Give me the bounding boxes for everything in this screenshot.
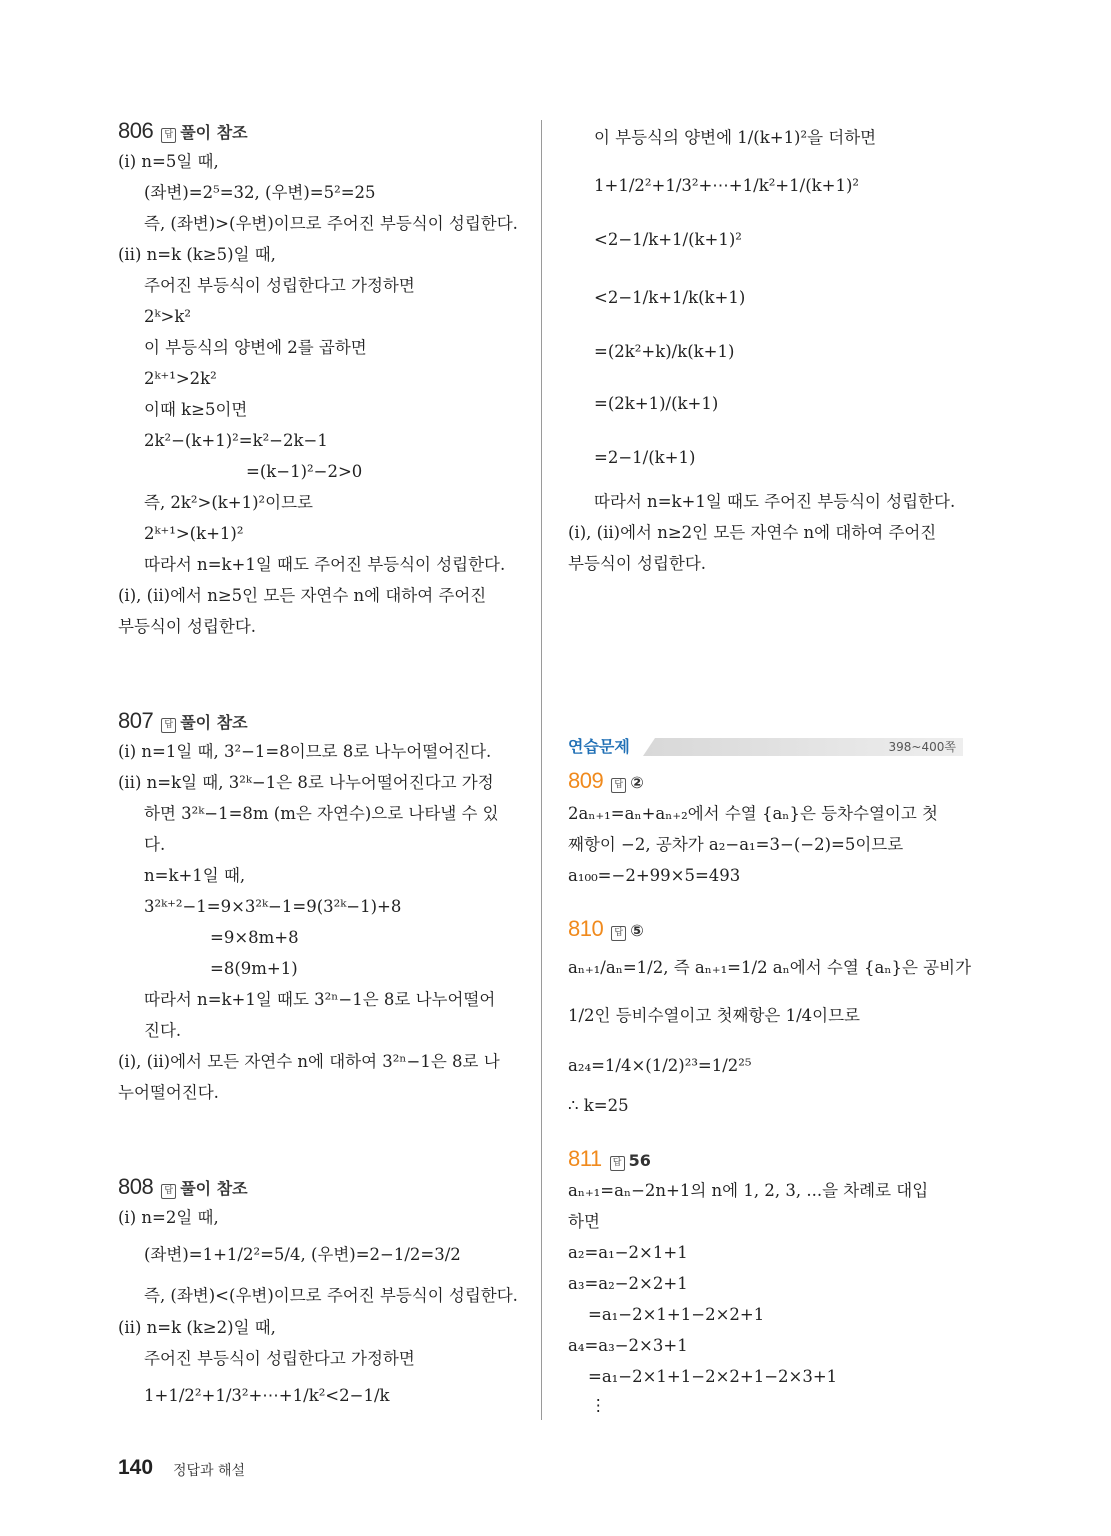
page-number: 140 <box>118 1456 154 1479</box>
solution-line: n=k+1일 때, <box>144 866 246 885</box>
solution-line: (ⅰ) n=1일 때, 3²−1=8이므로 8로 나누어떨어진다. <box>118 742 492 761</box>
solution-line: 2ᵏ⁺¹>2k² <box>144 369 217 388</box>
answer-icon: 답 <box>610 1156 625 1171</box>
solution-line: 누어떨어진다. <box>118 1083 219 1102</box>
answer-text: 56 <box>628 1151 651 1170</box>
problem-806-header <box>118 118 248 144</box>
solution-line: (ⅱ) n=k (k≥2)일 때, <box>118 1318 276 1337</box>
solution-line: (ⅰ) n=2일 때, <box>118 1208 219 1227</box>
solution-line: 따라서 n=k+1일 때도 주어진 부등식이 성립한다. <box>594 492 956 511</box>
solution-line: (ⅱ) n=k (k≥5)일 때, <box>118 245 276 264</box>
practice-label: 연습문제 <box>568 737 630 756</box>
solution-line: =8(9m+1) <box>210 959 298 978</box>
footer-title: 정답과 해설 <box>173 1463 246 1479</box>
solution-line: 이때 k≥5이면 <box>144 400 248 419</box>
solution-line: 부등식이 성립한다. <box>568 554 707 573</box>
problem-810-header <box>568 916 644 942</box>
solution-line: (좌변)=2⁵=32, (우변)=5²=25 <box>144 183 376 202</box>
solution-line: 즉, 2k²>(k+1)²이므로 <box>144 493 313 512</box>
solution-line: ⋮ <box>590 1396 607 1415</box>
solution-line: ∴ k=25 <box>568 1096 629 1115</box>
solution-line: 하면 3²ᵏ−1=8m (m은 자연수)으로 나타낼 수 있 <box>144 804 499 823</box>
answer-text: 풀이 참조 <box>180 1179 248 1198</box>
solution-line: 3²ᵏ⁺²−1=9×3²ᵏ−1=9(3²ᵏ−1)+8 <box>144 897 402 916</box>
problem-number: 810 <box>568 916 604 941</box>
problem-808-header <box>118 1174 248 1200</box>
solution-line: =9×8m+8 <box>210 928 299 947</box>
solution-line: <2−1/k+1/k(k+1) <box>594 288 746 307</box>
solution-line: =(2k²+k)/k(k+1) <box>594 342 735 361</box>
solution-line: 1/2인 등비수열이고 첫째항은 1/4이므로 <box>568 1006 860 1025</box>
problem-807-header <box>118 708 248 734</box>
solution-line: 즉, (좌변)<(우변)이므로 주어진 부등식이 성립한다. <box>144 1286 518 1305</box>
solution-line: =2−1/(k+1) <box>594 448 696 467</box>
problem-811-header <box>568 1146 651 1172</box>
solution-line: 2ᵏ⁺¹>(k+1)² <box>144 524 244 543</box>
answer-icon: 답 <box>161 718 176 733</box>
answer-text: ⑤ <box>630 921 644 940</box>
solution-line: 2ᵏ>k² <box>144 307 191 326</box>
solution-line: 이 부등식의 양변에 1/(k+1)²을 더하면 <box>594 128 877 147</box>
problem-number: 811 <box>568 1146 602 1171</box>
solution-line: =(k−1)²−2>0 <box>246 462 363 481</box>
answer-text: 풀이 참조 <box>180 123 248 142</box>
answer-text: ② <box>630 773 644 792</box>
problem-number: 807 <box>118 708 154 733</box>
problem-809-header <box>568 768 644 794</box>
practice-section-header <box>568 734 962 756</box>
solution-line: =a₁−2×1+1−2×2+1−2×3+1 <box>588 1367 838 1386</box>
solution-line: a₃=a₂−2×2+1 <box>568 1274 688 1293</box>
solution-line: 주어진 부등식이 성립한다고 가정하면 <box>144 276 415 295</box>
solution-line: (ⅱ) n=k일 때, 3²ᵏ−1은 8로 나누어떨어진다고 가정 <box>118 773 494 792</box>
solution-line: 2aₙ₊₁=aₙ+aₙ₊₂에서 수열 {aₙ}은 등차수열이고 첫 <box>568 804 938 823</box>
answer-icon: 답 <box>161 128 176 143</box>
solution-line: 따라서 n=k+1일 때도 주어진 부등식이 성립한다. <box>144 555 506 574</box>
answer-text: 풀이 참조 <box>180 713 248 732</box>
solution-line: (ⅰ) n=5일 때, <box>118 152 219 171</box>
solution-line: a₂=a₁−2×1+1 <box>568 1243 688 1262</box>
answer-icon: 답 <box>611 926 626 941</box>
solution-line: =a₁−2×1+1−2×2+1 <box>588 1305 765 1324</box>
problem-number: 809 <box>568 768 604 793</box>
solution-line: 1+1/2²+1/3²+⋯+1/k²+1/(k+1)² <box>594 176 859 195</box>
solution-line: 주어진 부등식이 성립한다고 가정하면 <box>144 1349 415 1368</box>
solution-line: 다. <box>144 835 166 854</box>
solution-line: a₁₀₀=−2+99×5=493 <box>568 866 741 885</box>
solution-line: 째항이 −2, 공차가 a₂−a₁=3−(−2)=5이므로 <box>568 835 904 854</box>
solution-line: 하면 <box>568 1212 600 1231</box>
solution-line: aₙ₊₁/aₙ=1/2, 즉 aₙ₊₁=1/2 aₙ에서 수열 {aₙ}은 공비가 <box>568 958 972 977</box>
practice-pages: 398~400쪽 <box>888 740 956 754</box>
solution-line: (ⅰ), (ⅱ)에서 n≥2인 모든 자연수 n에 대하여 주어진 <box>568 523 937 542</box>
solution-line: (ⅰ), (ⅱ)에서 n≥5인 모든 자연수 n에 대하여 주어진 <box>118 586 487 605</box>
solution-line: <2−1/k+1/(k+1)² <box>594 230 742 249</box>
solution-line: 부등식이 성립한다. <box>118 617 257 636</box>
solution-line: 1+1/2²+1/3²+⋯+1/k²<2−1/k <box>144 1386 390 1405</box>
solution-line: 이 부등식의 양변에 2를 곱하면 <box>144 338 367 357</box>
solution-line: (ⅰ), (ⅱ)에서 모든 자연수 n에 대하여 3²ⁿ−1은 8로 나 <box>118 1052 500 1071</box>
solution-line: aₙ₊₁=aₙ−2n+1의 n에 1, 2, 3, ...을 차례로 대입 <box>568 1181 929 1200</box>
solution-line: a₄=a₃−2×3+1 <box>568 1336 688 1355</box>
solution-line: (좌변)=1+1/2²=5/4, (우변)=2−1/2=3/2 <box>144 1245 461 1264</box>
solution-line: =(2k+1)/(k+1) <box>594 394 719 413</box>
solution-line: 따라서 n=k+1일 때도 3²ⁿ−1은 8로 나누어떨어 <box>144 990 496 1009</box>
solution-line: 진다. <box>144 1021 182 1040</box>
solution-line: a₂₄=1/4×(1/2)²³=1/2²⁵ <box>568 1056 752 1075</box>
solution-line: 즉, (좌변)>(우변)이므로 주어진 부등식이 성립한다. <box>144 214 518 233</box>
problem-number: 808 <box>118 1174 154 1199</box>
problem-number: 806 <box>118 118 154 143</box>
column-divider <box>541 120 542 1420</box>
answer-icon: 답 <box>611 778 626 793</box>
answer-icon: 답 <box>161 1184 176 1199</box>
solution-line: 2k²−(k+1)²=k²−2k−1 <box>144 431 328 450</box>
